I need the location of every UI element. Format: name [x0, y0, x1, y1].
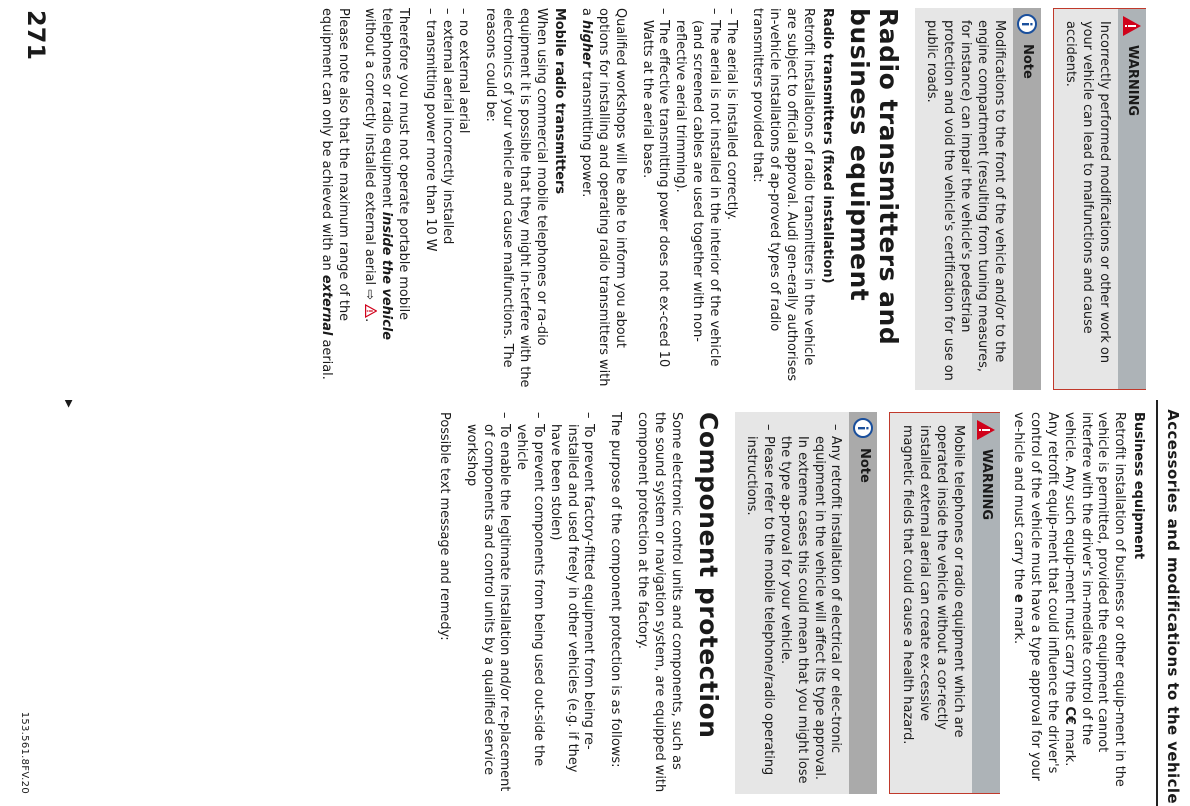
list-item: – To prevent factory-fitted equipment from being re-installed and used freely in other vehicles (e.g. if they have been stolen) — [546, 412, 596, 794]
running-header — [1156, 400, 1184, 806]
mobile-reasons-list — [421, 8, 471, 390]
header-rule — [1156, 400, 1158, 806]
mobile-heading: Mobile radio transmitters — [552, 8, 568, 195]
page-number: 271 — [22, 10, 50, 61]
fixed-install-text: Retrofit installations of radio transmitters in the vehicle are subject to official approval. Audi gen-erally authorises in-vehicle installations of ap-proved types of radio transmitters provided that: — [750, 8, 816, 382]
warning-header — [972, 413, 1000, 793]
warning-text: Mobile telephones or radio equipment which are operated inside the vehicle without a cor-rectly installed external aerial can create ex-cessive magnetic fields that could cause a health hazard. — [890, 413, 971, 793]
warning-triangle-icon — [1122, 15, 1142, 37]
note-header — [849, 412, 877, 794]
left-column — [307, 8, 1146, 390]
please-text: Please note also that the maximum range of the equipment can only be achieved with an — [318, 8, 351, 322]
fixed-install-list — [638, 8, 739, 390]
warning-box — [1053, 8, 1146, 390]
radio-heading: Radio transmitters and business equipment — [844, 8, 903, 346]
purpose-list — [462, 412, 596, 794]
warning-header — [1118, 9, 1146, 389]
purpose-text: The purpose of the component protection is as follows: — [608, 412, 624, 768]
please-emphasis: external — [318, 274, 334, 336]
list-item: – The aerial is installed correctly. — [722, 8, 739, 390]
therefore-text: Therefore you must not operate portable mobile telephones or radio equipment — [379, 8, 412, 321]
page-footer — [12, 8, 74, 798]
ce-mark: C€ — [1061, 706, 1077, 725]
note-text: Modifications to the front of the vehicle and/or to the engine compartment (resulting from tuning measures, for instance) can impair the vehicle's pedestrian protection and void the vehicle's certification for use on public roads. — [915, 8, 1013, 390]
component-heading: Component protection — [693, 412, 723, 739]
mobile-text: When using commercial mobile telephones or ra-dio equipment it is possible that they might in-terfere with the electronics of your vehicle and cause malfunctions. The reasons could be: — [483, 8, 549, 388]
list-item: – Any retrofit installation of electrical or elec-tronic equipment in the vehicle will affect its type approval. In extreme cases this could mean that you might lose the type ap-proval for your vehicle. — [776, 424, 843, 786]
list-item: – Please refer to the mobile telephone/radio operating instructions. — [743, 424, 777, 786]
note-label: Note — [856, 448, 872, 483]
business-heading: Business equipment — [1131, 412, 1146, 560]
component-text: Some electronic control units and components, such as the sound system or navigation system, are equipped with component protection at the factory. — [635, 412, 684, 793]
workshop-text-end: transmitting power. — [579, 67, 595, 198]
note-box — [735, 412, 878, 794]
info-icon — [1017, 14, 1037, 36]
warning-reference-icon[interactable] — [366, 304, 378, 318]
section-title: Accessories and modifications to the vehicle — [1164, 409, 1182, 804]
warning-label: WARNING — [979, 449, 995, 521]
workshop-text: Qualified workshops will be able to inform you about options for installing and operating radio transmitters with a — [579, 8, 628, 387]
list-item: – external aerial incorrectly installed — [438, 8, 455, 390]
warning-box — [889, 412, 999, 794]
list-item: – The effective transmitting power does not ex-ceed 10 Watts at the aerial base. — [638, 8, 672, 390]
note-body — [735, 412, 850, 794]
please-text-end: aerial. — [318, 335, 334, 380]
workshop-emphasis: higher — [579, 20, 595, 68]
warning-triangle-icon — [976, 419, 996, 441]
e-mark: e — [1011, 593, 1027, 603]
business-text: Retrofit installation of business or other equip-ment in the vehicle is permitted, provided the equipment cannot interfere with the driver's im-mediate control of the vehicle. Any such equip-ment must carry the — [1061, 412, 1128, 787]
continue-arrow-icon: ▶ — [63, 400, 74, 408]
therefore-paragraph: Therefore you must not operate portable mobile telephones or radio equipment inside the vehicle without a correctly installed external aerial ⇨ . — [362, 8, 412, 341]
list-item: – The aerial is not installed in the interior of the vehicle (and screened cables are used together with non-reflective aerial trimming). — [671, 8, 721, 390]
warning-label: WARNING — [1125, 45, 1141, 117]
warning-text: Incorrectly performed modifications or other work on your vehicle can lead to malfunctions and cause accidents. — [1054, 9, 1118, 389]
fixed-install-heading: Radio transmitters (fixed installation) — [819, 8, 835, 284]
please-paragraph — [317, 8, 351, 390]
therefore-text-end: without a correctly installed external aerial — [362, 8, 378, 290]
business-paragraph — [1010, 412, 1128, 794]
note-box — [915, 8, 1041, 390]
remedy-text: Possible text message and remedy: — [437, 412, 453, 641]
list-item: – transmitting power more than 10 W — [421, 8, 438, 390]
note-list — [743, 424, 844, 786]
business-text-end: mark. — [1011, 602, 1027, 645]
document-code: 153.561.8FV.20 — [19, 711, 30, 794]
note-label: Note — [1020, 44, 1036, 79]
workshop-paragraph — [577, 8, 627, 390]
right-column — [425, 412, 1146, 794]
info-icon — [853, 418, 873, 440]
business-text-mid: mark. Any retrofit equip-ment that could influence the driver's control of the vehicle must have a type approval for your ve-hicle and must carry the — [1011, 412, 1077, 781]
reference-arrow-icon: ⇨ — [362, 289, 378, 301]
list-item: – To enable the legitimate installation and/or re-placement of components and control units by a qualified service workshop — [462, 412, 512, 794]
list-item: – no external aerial — [455, 8, 472, 390]
therefore-emphasis: inside the vehicle — [379, 211, 395, 341]
list-item: – To prevent components from being used out-side the vehicle — [512, 412, 546, 794]
note-header — [1013, 8, 1041, 390]
